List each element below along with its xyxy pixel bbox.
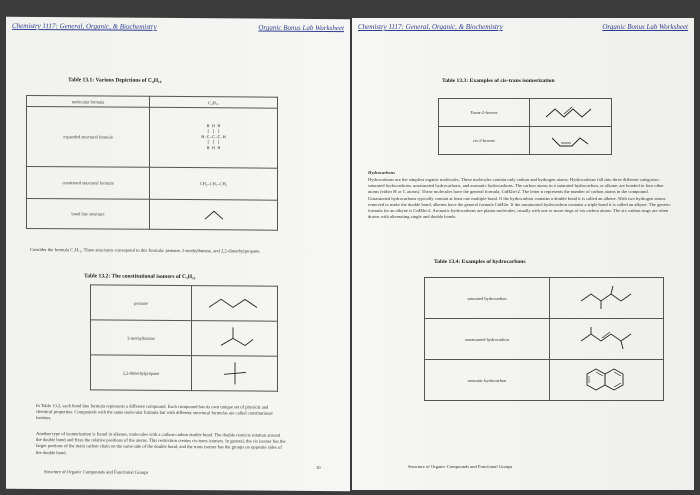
table-row (425, 319, 664, 360)
right-header-worksheet: Organic Bonus Lab Worksheet (602, 23, 688, 31)
table1-label: expanded structural formula (27, 106, 150, 167)
hydrocarbon-type: unsaturated hydrocarbon (425, 319, 550, 360)
isomer-name: Trans-2-hexene (439, 99, 530, 127)
left-header (12, 20, 344, 36)
hydrocarbons-paragraph: Hydrocarbons are the simplest organic molecules. These molecules contain only carbon and hydrogen atoms. Hydrocarbons fall into three different categories: saturated hydrocarbons, unsaturated hydrocarbons, and aromatic hydrocarbons. The carbon atoms in a saturated hydrocarbon, or alkane, are bonded to four other atoms (either H or C atoms). These molecules have the general formula, CnH2n+2. The letter n represents the number of carbon atoms in the compound. Unsaturated hydrocarbons typically contain at least one multiple bond. If the hydrocarbon contains a double bond it is called an alkene. With two hydrogen atoms removed to make the double bond, alkenes have the general formula CnH2n. If the unsaturated hydrocarbon contains a triple bond it is called an alkyne. The generic formula for an alkyne is CnH2n-2. Aromatic hydrocarbons are planar molecules, usually with one or more rings of six carbon atoms. The six carbon rings are often drawn with alternating single and double bonds. (368, 177, 671, 220)
isomer-structure (192, 286, 278, 322)
aromatic-hydrocarbon-structure (584, 366, 630, 394)
right-header-course: Chemistry 1117: General, Organic, & Biochemistry (358, 23, 503, 31)
table4 (424, 277, 664, 401)
table-row (425, 360, 664, 401)
table-row (27, 198, 278, 230)
formula-line: H H H (206, 145, 221, 152)
page-number: 10 (316, 464, 321, 470)
left-footer: Structure of Organic Compounds and Functional Groups (44, 469, 149, 475)
expanded-formula-cell (150, 107, 278, 168)
dimethylpropane-structure (218, 359, 252, 387)
isomer-structure (192, 321, 278, 357)
hydrocarbon-structure (550, 278, 664, 319)
expanded-formula (152, 124, 275, 152)
hydrocarbons-heading: Hydrocarbons (368, 170, 396, 175)
left-header-worksheet: Organic Bonus Lab Worksheet (258, 23, 344, 33)
propane-bond-line-structure (199, 207, 229, 223)
right-footer: Structure of Organic Compounds and Functional Groups (408, 464, 513, 469)
right-header (358, 21, 688, 35)
isomer-name: pentane (91, 285, 192, 321)
table1-value: C₄H₁₀ (150, 96, 278, 108)
isomer-name: cis-2-hexene (439, 127, 530, 155)
cis-trans-paragraph: Another type of isomerization is found in alkenes, molecules with a carbon-carbon double bond. The double restricts rotation around the double bond and fixes the relative positions of the atoms. This restriction creates cis-trans isomers. In general, the cis isomer has the larger portions of the main carbon chain on the same side of the double bond, and the trans isomer has the groups on opposite sides of the double bond. (36, 431, 286, 455)
left-header-course: Chemistry 1117: General, Organic, & Biochemistry (12, 21, 157, 31)
pentane-structure (205, 294, 265, 312)
table-row (27, 166, 278, 200)
consider-paragraph: Consider the formula C₅H₁₂. Three structures correspond to this formula: pentane, 2-methylbutane, and 2,2-dimethylpropane. (30, 246, 261, 254)
trans-hexene-structure (543, 105, 599, 121)
formula-line: | | | (206, 129, 221, 135)
hydrocarbon-type: saturated hydrocarbon (425, 278, 550, 319)
formula-line: H–C–C–C–H (201, 134, 226, 141)
table3 (438, 98, 612, 155)
isomer-structure (530, 127, 612, 155)
hydrocarbon-structure (550, 360, 664, 401)
table1-label: bond line structure (27, 198, 150, 229)
isomer-structure (192, 356, 278, 392)
saturated-hydrocarbon-structure (577, 285, 637, 311)
unsaturated-hydrocarbon-structure (577, 326, 637, 352)
formula-line: | | | (206, 140, 221, 146)
cis-hexene-structure (548, 132, 594, 150)
isomer-name: 2-methylbutane (91, 320, 192, 356)
table1-value: CH₃–CH₂–CH₃ (150, 167, 278, 200)
hydrocarbon-structure (550, 319, 664, 360)
table4-caption: Table 13.4: Examples of hydrocarbons (434, 259, 526, 265)
isomer-structure (530, 99, 612, 127)
isomer-paragraph: In Table 13.2, each bond line formula represents a different compound. Each compound has its own unique set of physical and chemical properties. Compounds with the same molecular formula but with different structural formulas are called constitutional isomers. (36, 403, 273, 421)
table-row (91, 355, 278, 391)
table-row (27, 106, 278, 168)
table2 (90, 284, 278, 391)
table1-label: condensed structural formula (27, 166, 150, 199)
table1-caption: Table 13.1: Various Depictions of C₄H₁₀ (68, 77, 162, 84)
right-page (352, 18, 694, 490)
methylbutane-structure (215, 325, 255, 351)
table-row (425, 278, 664, 319)
table-row (91, 320, 278, 356)
table2-caption: Table 13.2: The constitutional isomers of C₅H₁₂ (84, 273, 196, 281)
table1-label: molecular formula (27, 95, 150, 107)
table-row (439, 99, 612, 127)
table1 (26, 95, 278, 231)
table-row (91, 285, 278, 321)
left-page (6, 17, 350, 491)
hydrocarbon-type: aromatic hydrocarbon (425, 360, 550, 401)
formula-line: H H H (206, 123, 221, 130)
table3-caption: Table 13.3: Examples of cis-trans isomerization (442, 78, 555, 84)
table-row (439, 127, 612, 155)
isomer-name: 2,2-dimethylpropane (91, 355, 192, 391)
bond-line-cell (150, 199, 278, 230)
